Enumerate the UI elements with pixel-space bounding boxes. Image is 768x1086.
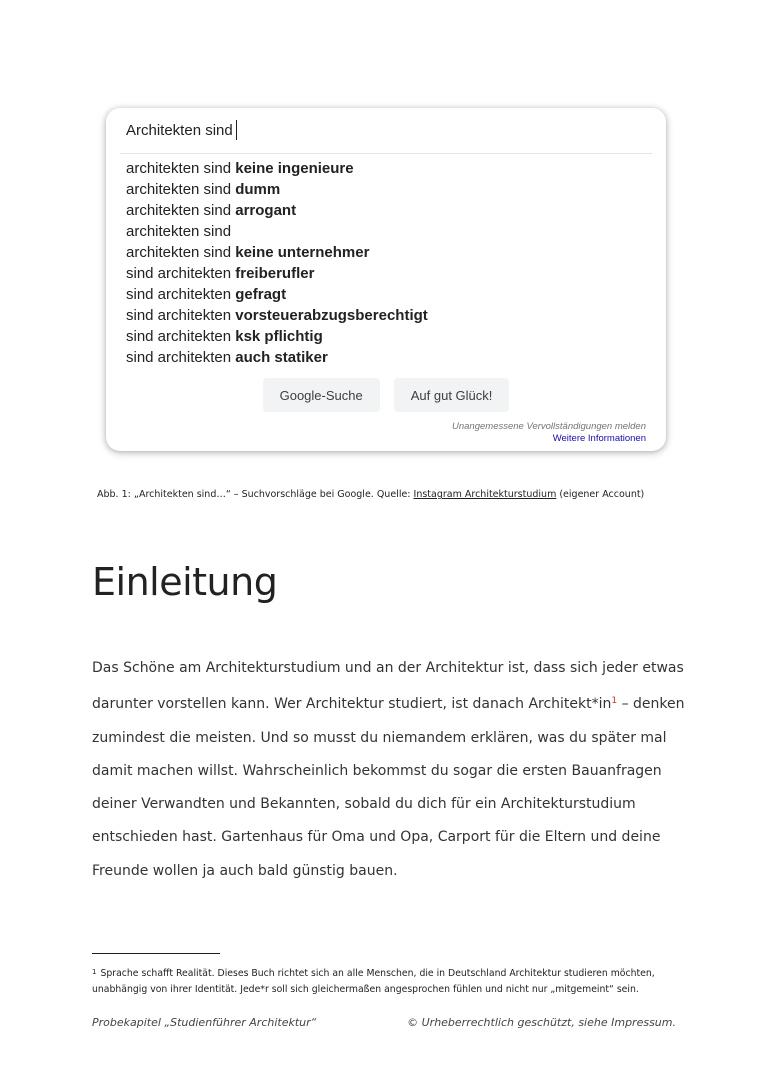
footnote-separator [92, 953, 220, 954]
suggestion-item[interactable]: sind architekten auch statiker [126, 349, 328, 366]
google-search-button[interactable]: Google-Suche [263, 378, 380, 412]
footnote [92, 964, 682, 998]
suggestion-item[interactable]: architekten sind keine unternehmer [126, 244, 370, 261]
footnote-text: Sprache schafft Realität. Dieses Buch richtet sich an alle Menschen, die in Deutschland Architektur studieren möchten, unabhängig von ihrer Identität. Jede*r soll sich gleichermaßen angesprochen fühlen und nicht nur „mitgemeint“ sein. [92, 968, 655, 995]
divider [120, 153, 652, 154]
button-row [106, 378, 666, 412]
body-paragraph: Das Schöne am Architekturstudium und an der Architektur ist, dass sich jeder etwas darunter vorstellen kann. Wer Architektur studiert, ist danach Architekt*in$^1$ – denken zumindest die meisten. Und so musst du niemandem erklären, was du später mal damit machen willst. Wahrscheinlich bekommst du sogar die ersten Bauanfragen deiner Verwandten und Bekannten, sobald du dich für ein Architekturstudium entschieden hast. Gartenhaus für Oma und Opa, Carport für die Eltern und deine Freunde wollen ja auch bald günstig bauen. [92, 660, 685, 879]
report-links [452, 421, 646, 445]
search-query-text: Architekten sind [126, 121, 233, 139]
suggestion-item[interactable]: sind architekten freiberufler [126, 265, 315, 282]
lucky-button[interactable]: Auf gut Glück! [394, 378, 510, 412]
suggestion-item[interactable]: architekten sind [126, 223, 232, 240]
search-query[interactable] [126, 120, 237, 140]
source-link[interactable]: Instagram Architekturstudium [413, 489, 557, 500]
suggestion-item[interactable]: sind architekten gefragt [126, 286, 287, 303]
footer-copyright: © Urheberrechtlich geschützt, siehe Impressum. [407, 1016, 676, 1029]
suggestion-item[interactable]: architekten sind dumm [126, 181, 281, 198]
suggestion-item[interactable]: architekten sind keine ingenieure [126, 160, 354, 177]
text-caret [236, 120, 237, 140]
section-heading: Einleitung [92, 560, 278, 604]
footer-title: Probekapitel „Studienführer Architektur“ [92, 1016, 317, 1029]
suggestion-list [126, 158, 428, 368]
suggestion-item[interactable]: architekten sind arrogant [126, 202, 297, 219]
report-link[interactable]: Unangemessene Vervollständigungen melden [452, 421, 646, 432]
more-info-link[interactable]: Weitere Informationen [552, 433, 646, 444]
google-autocomplete-figure [106, 108, 666, 451]
footnote-reference[interactable]: 1 [611, 696, 618, 707]
footnote-number: 1 [92, 968, 97, 976]
suggestion-item[interactable]: sind architekten ksk pflichtig [126, 328, 323, 345]
figure-caption: Abb. 1: „Architekten sind…“ – Suchvorschläge bei Google. Quelle: Instagram Architekturstudium (eigener Account) [97, 489, 645, 500]
suggestion-item[interactable]: sind architekten vorsteuerabzugsberechtigt [126, 307, 428, 324]
